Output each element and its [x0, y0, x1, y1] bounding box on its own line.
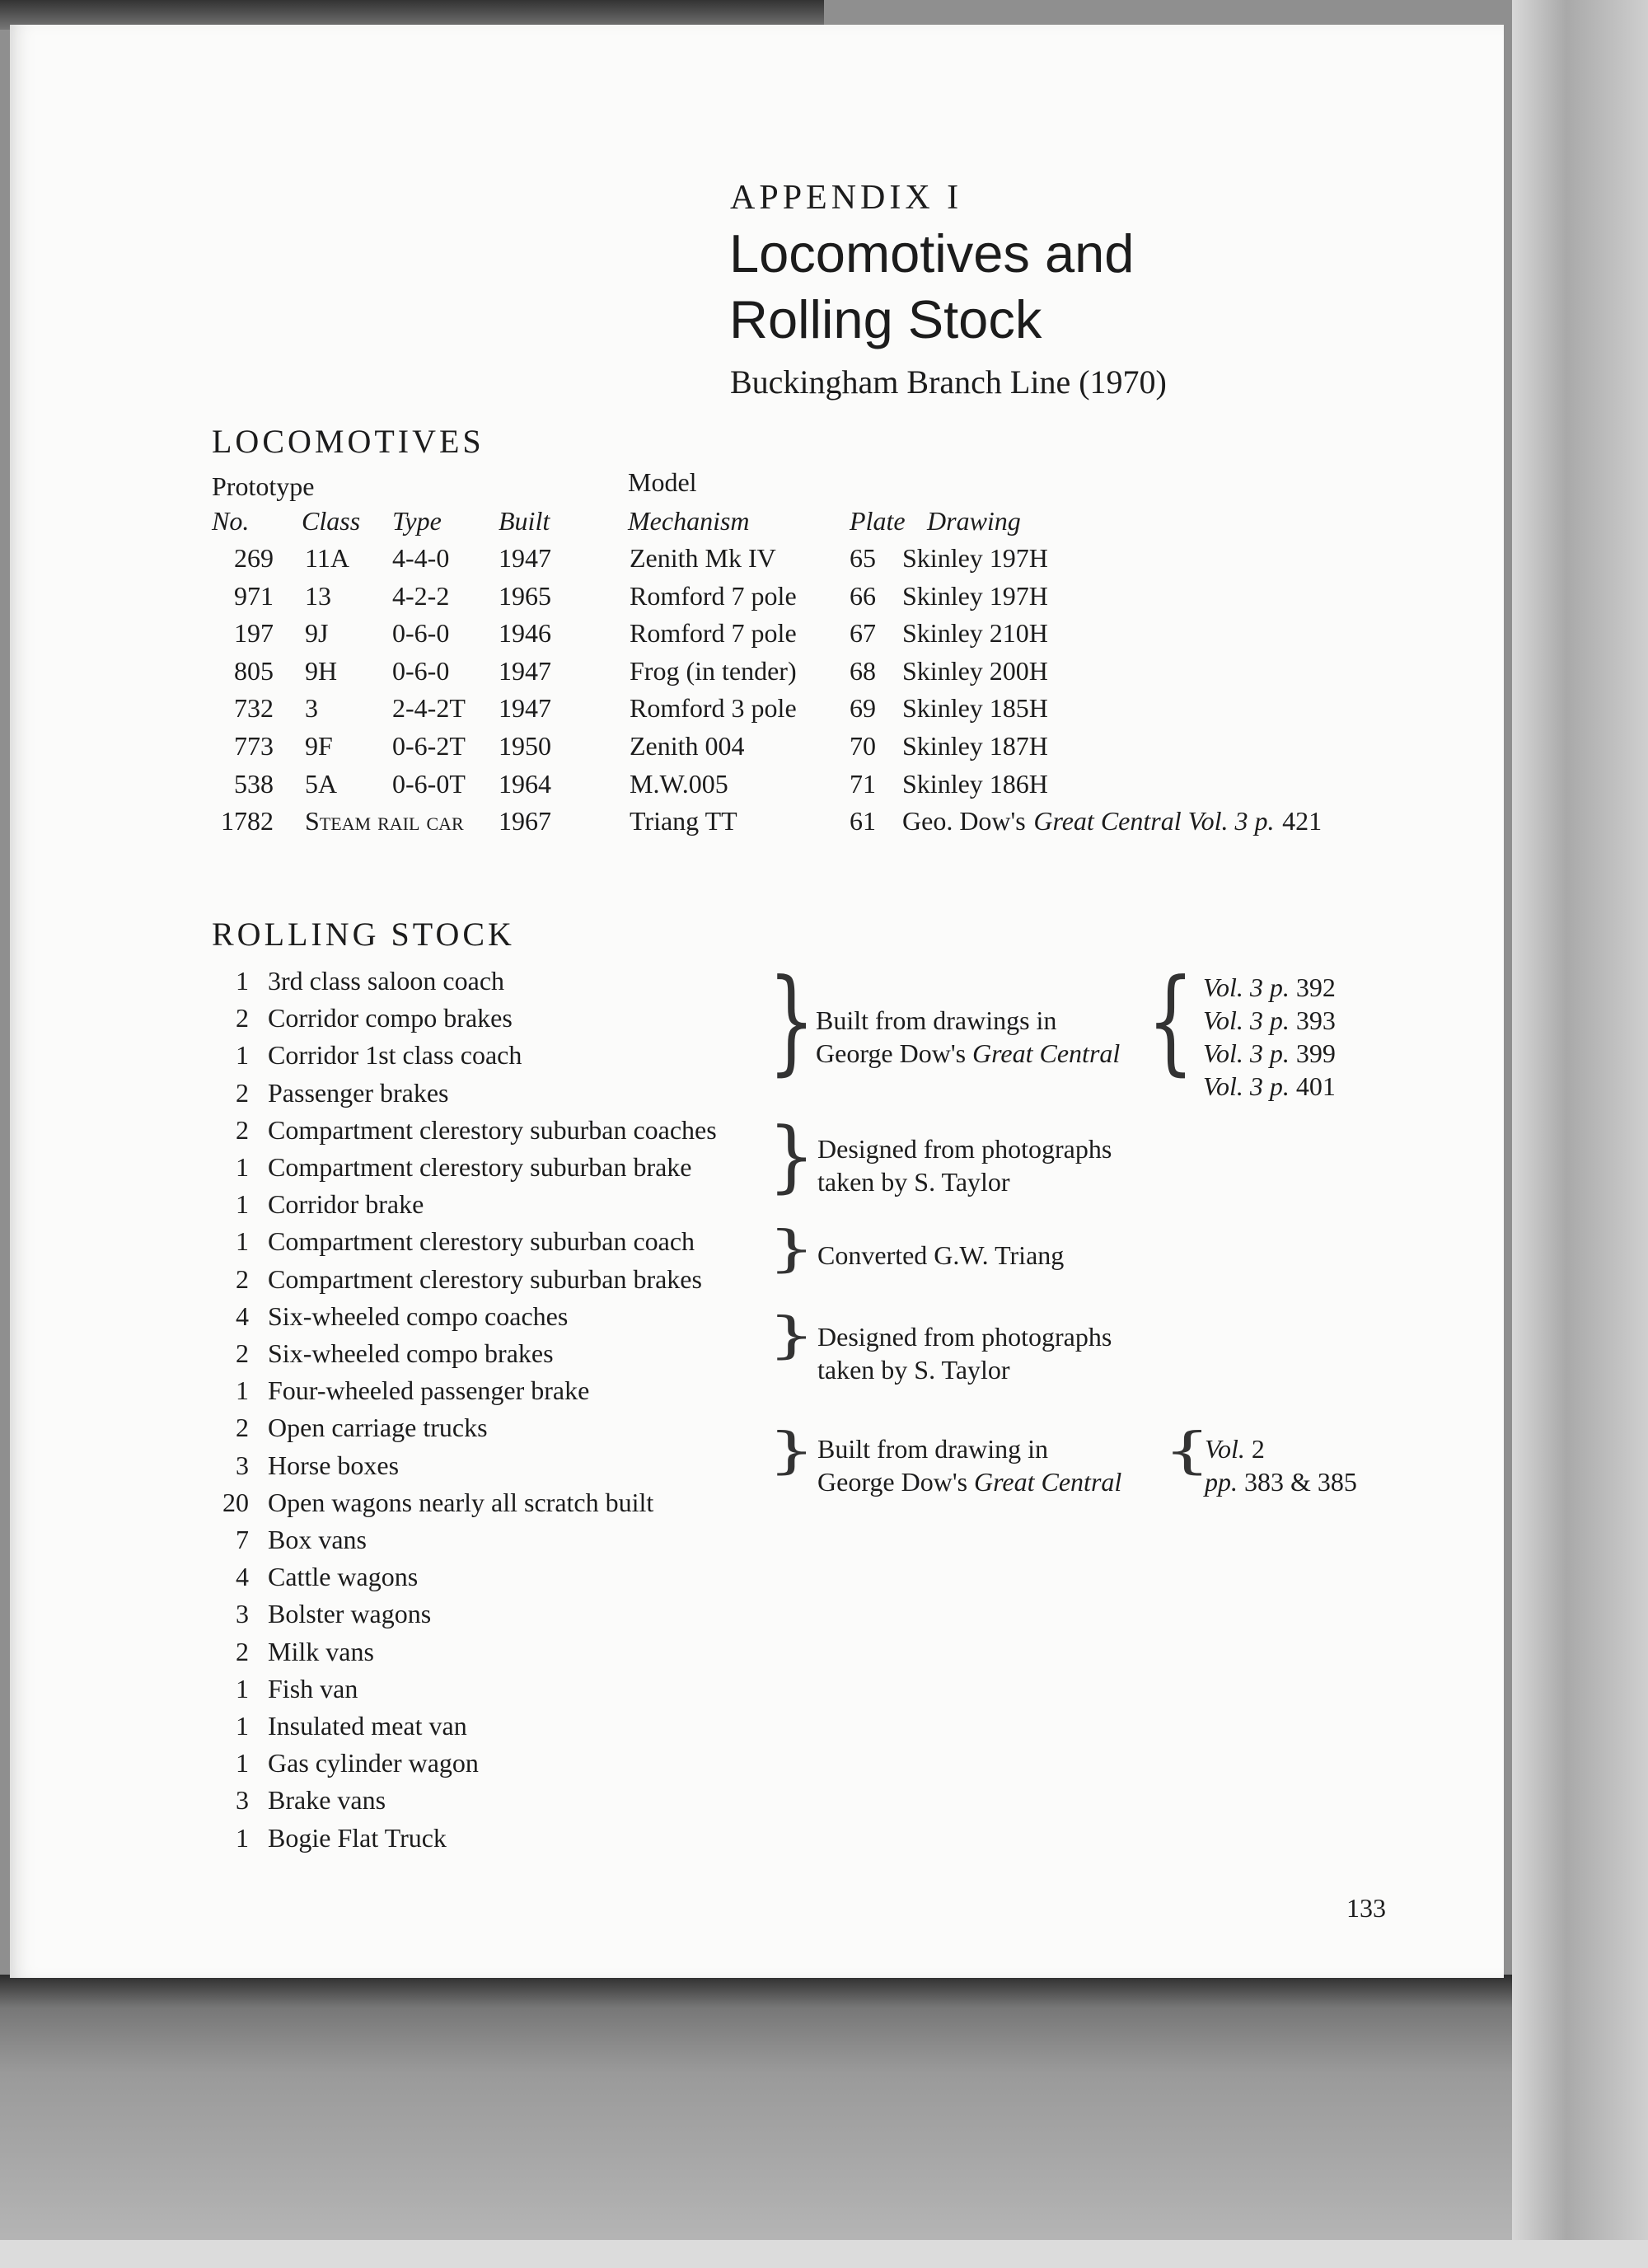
stock-desc: Compartment clerestory suburban coaches	[268, 1115, 717, 1145]
loco-class: 9F	[305, 731, 333, 761]
loco-class: 9H	[305, 656, 338, 686]
loco-built: 1947	[499, 656, 551, 686]
loco-type: 2-4-2T	[392, 693, 466, 723]
loco-mechanism: Romford 7 pole	[630, 581, 797, 611]
brace-group-4: }	[768, 1305, 816, 1364]
stock-desc: Open wagons nearly all scratch built	[268, 1488, 654, 1517]
loco-no: 773	[234, 731, 274, 761]
note-line: George Dow's Great Central	[817, 1467, 1122, 1497]
stock-qty: 1	[236, 1152, 249, 1182]
stock-desc: Compartment clerestory suburban brake	[268, 1152, 692, 1182]
loco-built: 1947	[499, 543, 551, 573]
stock-desc: Gas cylinder wagon	[268, 1748, 479, 1778]
stock-desc: Fish van	[268, 1674, 358, 1703]
col-header-plate: Plate	[850, 506, 906, 536]
stock-desc: Compartment clerestory suburban coach	[268, 1226, 695, 1256]
loco-mechanism: Triang TT	[630, 806, 737, 836]
note-line: Converted G.W. Triang	[817, 1240, 1065, 1270]
loco-no: 538	[234, 769, 274, 799]
stock-desc: Bolster wagons	[268, 1599, 432, 1628]
note-line: Designed from photographs	[817, 1322, 1112, 1352]
stock-desc: Bogie Flat Truck	[268, 1823, 447, 1853]
stock-desc: Six-wheeled compo brakes	[268, 1338, 554, 1368]
model-group-label: Model	[628, 467, 697, 497]
loco-class: 11A	[305, 543, 349, 573]
stock-desc: Four-wheeled passenger brake	[268, 1375, 590, 1405]
stock-desc: Milk vans	[268, 1637, 374, 1666]
loco-drawing	[902, 731, 1048, 761]
stock-desc: Cattle wagons	[268, 1562, 419, 1591]
brace-refs-1: {	[1147, 954, 1195, 1088]
stock-qty: 3	[236, 1785, 249, 1815]
col-header-mechanism: Mechanism	[628, 506, 750, 536]
stock-qty: 2	[236, 1338, 249, 1368]
stock-qty: 1	[236, 1375, 249, 1405]
brace-group-5: }	[768, 1421, 816, 1479]
ref-line: Vol. 3 p. 392	[1203, 972, 1336, 1002]
stock-qty: 2	[236, 1264, 249, 1294]
stock-qty: 3	[236, 1450, 249, 1480]
rolling-stock-heading: ROLLING STOCK	[212, 916, 515, 953]
note-line: Built from drawing in	[817, 1434, 1048, 1464]
note-line: Designed from photographs	[817, 1134, 1112, 1164]
col-header-no: No.	[212, 506, 250, 536]
stock-desc: Insulated meat van	[268, 1711, 467, 1741]
loco-built: 1965	[499, 581, 551, 611]
loco-drawing-end: 421	[1282, 806, 1323, 836]
stock-qty: 7	[236, 1525, 249, 1554]
title-line-1: Locomotives and	[729, 223, 1135, 284]
refs-vol2	[1205, 1432, 1357, 1498]
loco-drawing-text: Skinley 200H	[902, 656, 1048, 686]
loco-type: 0-6-0	[392, 618, 450, 648]
col-header-drawing: Drawing	[927, 506, 1021, 536]
stock-qty: 4	[236, 1562, 249, 1591]
loco-mechanism: Romford 7 pole	[630, 618, 797, 648]
loco-built: 1964	[499, 769, 551, 799]
stock-desc: Open carriage trucks	[268, 1413, 488, 1442]
loco-class: 5A	[305, 769, 338, 799]
loco-mechanism: Frog (in tender)	[630, 656, 797, 686]
loco-drawing-text: Skinley 197H	[902, 581, 1048, 611]
stock-qty: 1	[236, 1711, 249, 1741]
loco-drawing-text: Skinley 197H	[902, 543, 1048, 573]
loco-type: 0-6-0T	[392, 769, 466, 799]
stock-desc: Corridor brake	[268, 1189, 424, 1219]
loco-class: 13	[305, 581, 331, 611]
loco-drawing-text: Geo. Dow's	[902, 806, 1026, 836]
stock-qty: 1	[236, 1748, 249, 1778]
ref-line: Vol. 2	[1205, 1434, 1265, 1464]
brace-refs-2: {	[1163, 1421, 1211, 1479]
brace-group-2: }	[768, 1109, 816, 1202]
stock-desc: Compartment clerestory suburban brakes	[268, 1264, 702, 1294]
scan-edge-bottom	[0, 1975, 1512, 2268]
loco-no: 1782	[221, 806, 274, 836]
note-built-from-drawing	[817, 1432, 1121, 1498]
ref-line: Vol. 3 p. 401	[1203, 1071, 1336, 1101]
loco-no: 971	[234, 581, 274, 611]
stock-qty: 1	[236, 966, 249, 996]
loco-plate: 66	[850, 581, 876, 611]
loco-plate: 70	[850, 731, 876, 761]
stock-qty: 1	[236, 1226, 249, 1256]
appendix-label: APPENDIX I	[730, 179, 963, 217]
prototype-group-label: Prototype	[212, 471, 315, 501]
stock-qty: 2	[236, 1413, 249, 1442]
loco-type: 4-4-0	[392, 543, 450, 573]
note-line: George Dow's Great Central	[816, 1038, 1121, 1068]
brace-group-1: }	[768, 954, 816, 1088]
scan-bottom-strip	[0, 2240, 1648, 2268]
loco-drawing	[902, 806, 1322, 836]
loco-drawing	[902, 543, 1048, 574]
brace-group-3: }	[768, 1219, 816, 1277]
stock-desc: Box vans	[268, 1525, 367, 1554]
refs-vol3	[1203, 971, 1336, 1103]
page-number: 133	[1346, 1893, 1386, 1923]
col-header-built: Built	[499, 506, 550, 536]
loco-drawing	[902, 769, 1048, 799]
stock-desc: Corridor 1st class coach	[268, 1040, 522, 1070]
stock-desc: Passenger brakes	[268, 1078, 449, 1108]
locomotives-heading: LOCOMOTIVES	[212, 423, 485, 460]
loco-drawing	[902, 618, 1048, 649]
loco-mechanism: Zenith Mk IV	[630, 543, 776, 573]
loco-plate: 69	[850, 693, 876, 723]
stock-desc: 3rd class saloon coach	[268, 966, 505, 996]
loco-type: 0-6-2T	[392, 731, 466, 761]
stock-desc: Corridor compo brakes	[268, 1003, 513, 1033]
stock-qty: 2	[236, 1078, 249, 1108]
stock-desc: Horse boxes	[268, 1450, 400, 1480]
note-designed-from-photographs-2	[817, 1320, 1112, 1386]
loco-mechanism: Romford 3 pole	[630, 693, 797, 723]
stock-qty: 4	[236, 1301, 249, 1331]
ref-line: Vol. 3 p. 393	[1203, 1005, 1336, 1035]
book-page	[10, 25, 1504, 1978]
loco-drawing-italic: Great Central Vol. 3 p.	[1033, 806, 1275, 836]
loco-type: 4-2-2	[392, 581, 450, 611]
loco-class: 3	[305, 693, 318, 723]
col-header-class: Class	[302, 506, 361, 536]
loco-plate: 65	[850, 543, 876, 573]
stock-qty: 2	[236, 1637, 249, 1666]
loco-class: Steam rail car	[305, 806, 464, 836]
loco-drawing-text: Skinley 186H	[902, 769, 1048, 799]
stock-qty: 2	[236, 1115, 249, 1145]
loco-no: 197	[234, 618, 274, 648]
loco-mechanism: M.W.005	[630, 769, 728, 799]
loco-built: 1946	[499, 618, 551, 648]
loco-type: 0-6-0	[392, 656, 450, 686]
stock-qty: 1	[236, 1040, 249, 1070]
loco-drawing	[902, 581, 1048, 612]
page-title	[729, 221, 1134, 353]
loco-built: 1967	[499, 806, 551, 836]
ref-line: pp. 383 & 385	[1205, 1467, 1357, 1497]
ref-line: Vol. 3 p. 399	[1203, 1038, 1336, 1068]
stock-qty: 1	[236, 1674, 249, 1703]
loco-plate: 67	[850, 618, 876, 648]
note-line: Built from drawings in	[816, 1005, 1057, 1035]
stock-qty: 2	[236, 1003, 249, 1033]
loco-built: 1950	[499, 731, 551, 761]
note-built-from-drawings	[816, 1004, 1120, 1070]
loco-drawing-text: Skinley 185H	[902, 693, 1048, 723]
note-line: taken by S. Taylor	[817, 1167, 1010, 1197]
scan-edge-right	[1512, 0, 1648, 2268]
col-header-type: Type	[392, 506, 442, 536]
loco-no: 732	[234, 693, 274, 723]
loco-built: 1947	[499, 693, 551, 723]
loco-plate: 61	[850, 806, 876, 836]
loco-mechanism: Zenith 004	[630, 731, 745, 761]
loco-drawing-text: Skinley 187H	[902, 731, 1048, 761]
loco-class: 9J	[305, 618, 329, 648]
loco-no: 805	[234, 656, 274, 686]
stock-desc: Brake vans	[268, 1785, 386, 1815]
stock-qty: 1	[236, 1189, 249, 1219]
loco-drawing-text: Skinley 210H	[902, 618, 1048, 648]
stock-desc: Six-wheeled compo coaches	[268, 1301, 569, 1331]
note-designed-from-photographs-1	[817, 1132, 1112, 1198]
loco-drawing	[902, 656, 1048, 686]
stock-qty: 1	[236, 1823, 249, 1853]
stock-qty: 3	[236, 1599, 249, 1628]
loco-plate: 68	[850, 656, 876, 686]
note-converted-triang	[817, 1239, 1064, 1272]
page-subtitle: Buckingham Branch Line (1970)	[730, 363, 1167, 401]
loco-no: 269	[234, 543, 274, 573]
title-line-2: Rolling Stock	[729, 289, 1042, 349]
stock-qty: 20	[222, 1488, 249, 1517]
loco-plate: 71	[850, 769, 876, 799]
loco-drawing	[902, 693, 1048, 724]
note-line: taken by S. Taylor	[817, 1355, 1010, 1385]
